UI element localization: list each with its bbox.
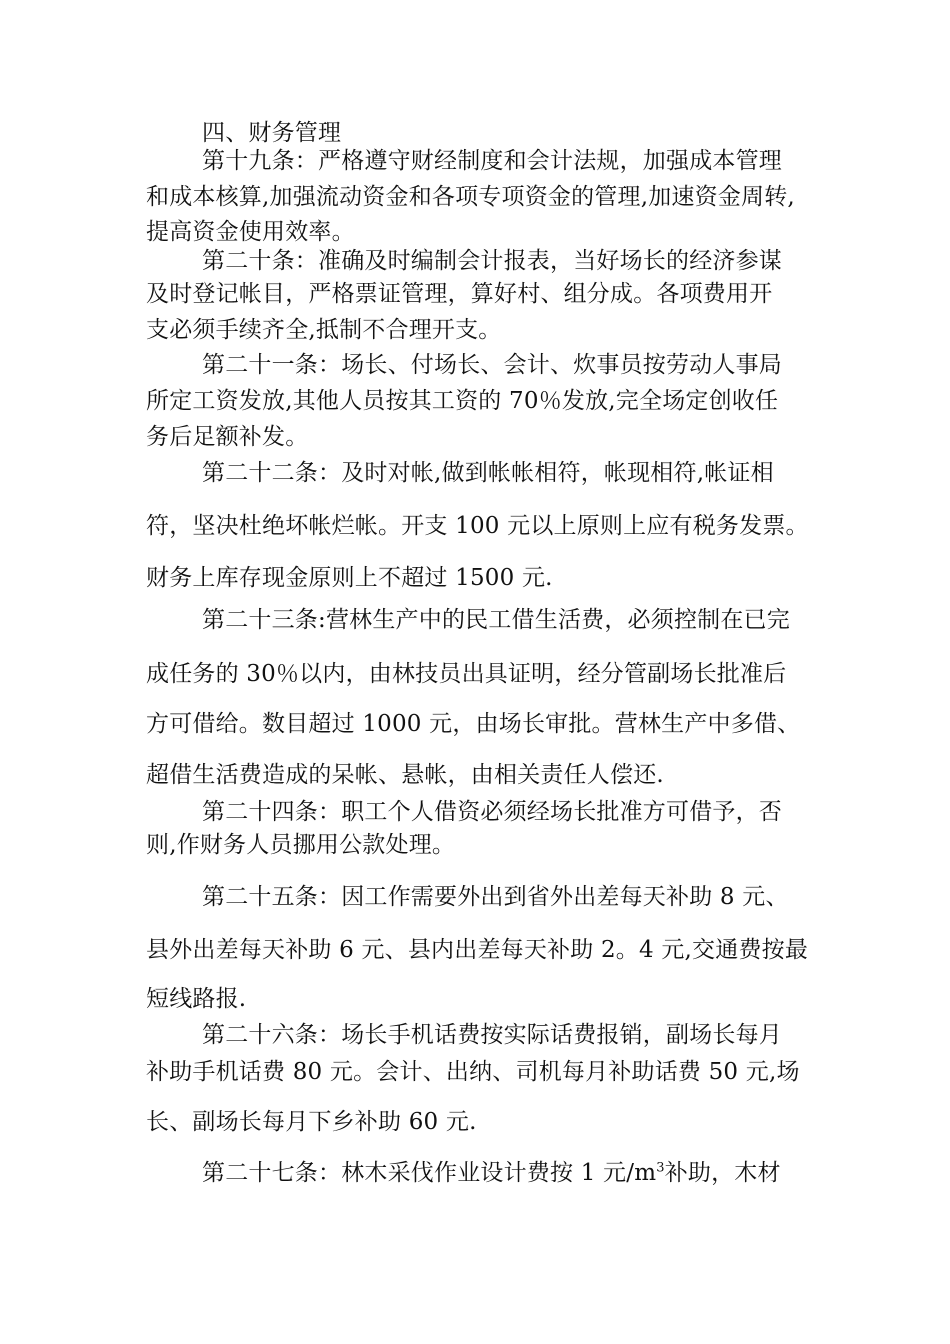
text-line: 第二十六条：场长手机话费按实际话费报销，副场长每月 <box>202 1022 782 1048</box>
text-line: 第二十二条：及时对帐,做到帐帐相符，帐现相符,帐证相 <box>202 460 774 486</box>
text-line: 第二十五条：因工作需要外出到省外出差每天补助 8 元、 <box>202 884 789 910</box>
text-line: 补助手机话费 80 元。会计、出纳、司机每月补助话费 50 元,场 <box>146 1059 800 1085</box>
superscript-3: 3 <box>656 1160 665 1176</box>
text-line: 第二十四条：职工个人借资必须经场长批准方可借予，否 <box>202 799 782 825</box>
section-heading: 四、财务管理 <box>202 120 342 146</box>
text-line: 第二十三条:营林生产中的民工借生活费，必须控制在已完 <box>202 607 790 633</box>
text-line: 第二十条：准确及时编制会计报表，当好场长的经济参谋 <box>202 248 782 274</box>
text-line: 方可借给。数目超过 1000 元，由场长审批。营林生产中多借、 <box>146 711 801 737</box>
text-line: 长、副场长每月下乡补助 60 元. <box>146 1109 477 1135</box>
text-line: 提高资金使用效率。 <box>146 219 355 245</box>
text-line: 则,作财务人员挪用公款处理。 <box>146 832 456 858</box>
text-line: 短线路报. <box>146 986 247 1012</box>
text-line: 符，坚决杜绝坏帐烂帐。开支 100 元以上原则上应有税务发票。 <box>146 513 809 539</box>
text-line: 所定工资发放,其他人员按其工资的 70％发放,完全场定创收任 <box>146 388 779 414</box>
text-line: 县外出差每天补助 6 元、县内出差每天补助 2。4 元,交通费按最 <box>146 937 809 963</box>
last-line-prefix: 第二十七条：林木采伐作业设计费按 1 元/m <box>202 1160 657 1186</box>
text-line: 第十九条：严格遵守财经制度和会计法规，加强成本管理 <box>202 148 782 174</box>
text-line: 务后足额补发。 <box>146 424 309 450</box>
text-line: 及时登记帐目，严格票证管理，算好村、组分成。各项费用开 <box>146 281 773 307</box>
text-line: 成任务的 30％以内，由林技员出具证明，经分管副场长批准后 <box>146 661 787 687</box>
text-line: 支必须手续齐全,抵制不合理开支。 <box>146 317 502 343</box>
text-line: 和成本核算,加强流动资金和各项专项资金的管理,加速资金周转, <box>146 184 795 210</box>
text-line: 第二十一条：场长、付场长、会计、炊事员按劳动人事局 <box>202 352 782 378</box>
text-line: 财务上库存现金原则上不超过 1500 元. <box>146 565 553 591</box>
text-line-last <box>202 1158 781 1188</box>
text-line: 超借生活费造成的呆帐、悬帐，由相关责任人偿还. <box>146 762 664 788</box>
last-line-suffix: 补助，木材 <box>664 1160 781 1186</box>
